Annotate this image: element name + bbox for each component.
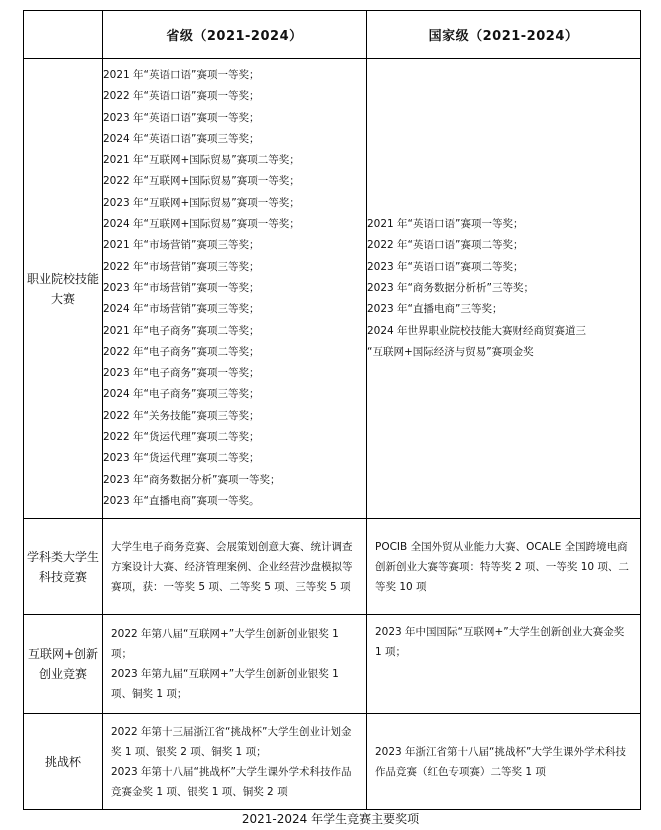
category-label: 互联网+创新创业竞赛 [27, 647, 99, 682]
header-blank [24, 11, 103, 59]
national-cell [367, 519, 641, 615]
category-label: 职业院校技能大赛 [26, 271, 99, 306]
list-item: 2024 年世界职业院校技能大赛财经商贸赛道三 [367, 324, 587, 337]
list-item: 2023 年第十八届“挑战杯”大学生课外学术科技作品竞赛金奖 1 项、银奖 1 项、铜奖 2 项 [111, 765, 352, 798]
list-item: 2023 年“商务数据分析”赛项一等奖； [103, 473, 281, 486]
header-national: 国家级（2021-2024） [367, 11, 641, 59]
list-item: 2024 年“电子商务”赛项三等奖； [103, 388, 260, 401]
category-label: 学科类大学生科技竞赛 [26, 549, 99, 584]
category-cell [24, 615, 103, 714]
category-cell [24, 714, 103, 810]
list-item: 2024 年“英语口语”赛项三等奖； [103, 132, 260, 145]
list-item: 2022 年“英语口语”赛项一等奖； [103, 90, 260, 103]
list-item: 2021 年“互联网+国际贸易”赛项二等奖； [103, 154, 300, 167]
cell-text: 大学生电子商务竞赛、会展策划创意大赛、统计调查方案设计大赛、经济管理案例、企业经营沙盘模拟等赛项，获：一等奖 5 项、二等奖 5 项、三等奖 5 项 [111, 540, 353, 593]
list-item: 2023 年“英语口语”赛项一等奖； [103, 111, 260, 124]
list-item: 2022 年“货运代理”赛项二等奖； [103, 431, 260, 444]
provincial-cell [103, 59, 367, 519]
category-cell [24, 519, 103, 615]
list-item: 2024 年“互联网+国际贸易”赛项一等奖； [103, 218, 300, 231]
awards-table [23, 10, 641, 810]
list-item: 2024 年“市场营销”赛项三等奖； [103, 303, 260, 316]
table-caption: 2021-2024 年学生竞赛主要奖项 [241, 812, 420, 826]
national-cell [367, 714, 641, 810]
provincial-cell [103, 519, 367, 615]
table-row [24, 615, 641, 714]
cell-text: 2023 年中国国际“互联网+”大学生创新创业大赛金奖 1 项； [375, 626, 625, 659]
list-item: “互联网+国际经济与贸易”赛项金奖 [367, 345, 534, 358]
cell-text: POCIB 全国外贸从业能力大赛、OCALE 全国跨境电商创新创业大赛等赛项：特等奖 2 项、一等奖 10 项、二等奖 10 项 [375, 540, 629, 593]
list-item: 2022 年“关务技能”赛项三等奖； [103, 409, 260, 422]
list-item: 2023 年“直播电商”三等奖； [367, 303, 503, 316]
list-item: 2023 年“货运代理”赛项二等奖； [103, 452, 260, 465]
list-item: 2021 年“英语口语”赛项一等奖； [103, 69, 260, 81]
list-item: 2021 年“电子商务”赛项二等奖； [103, 324, 260, 337]
header-provincial: 省级（2021-2024） [103, 11, 367, 59]
table-row [24, 519, 641, 615]
list-item: 2023 年“互联网+国际贸易”赛项一等奖； [103, 196, 300, 209]
list-item: 2021 年“英语口语”赛项一等奖； [367, 218, 524, 231]
cell-text: 2023 年浙江省第十八届“挑战杯”大学生课外学术科技作品竞赛（红色专项赛）二等奖 1 项 [375, 745, 626, 778]
list-item: 2023 年“市场营销”赛项一等奖； [103, 281, 260, 294]
provincial-cell [103, 615, 367, 714]
list-item: 2021 年“市场营销”赛项三等奖； [103, 239, 260, 252]
list-item: 2023 年“商务数据分析析”三等奖； [367, 281, 534, 294]
list-item: 2023 年“电子商务”赛项一等奖； [103, 367, 260, 380]
category-label: 挑战杯 [44, 754, 81, 769]
list-item: 2022 年“市场营销”赛项三等奖； [103, 260, 260, 273]
national-cell [367, 615, 641, 714]
list-item: 2023 年“英语口语”赛项二等奖； [367, 260, 524, 273]
list-item: 2022 年“互联网+国际贸易”赛项一等奖； [103, 175, 300, 188]
list-item: 2022 年第八届“互联网+”大学生创新创业银奖 1 项； [111, 628, 339, 661]
list-item: 2023 年“直播电商”赛项一等奖。 [103, 494, 260, 507]
list-item: 2022 年第十三届浙江省“挑战杯”大学生创业计划金奖 1 项、银奖 2 项、铜奖 1 项； [111, 725, 352, 758]
list-item: 2022 年“电子商务”赛项二等奖； [103, 345, 260, 358]
list-item: 2023 年第九届“互联网+”大学生创新创业银奖 1 项、铜奖 1 项； [111, 668, 339, 701]
provincial-cell [103, 714, 367, 810]
table-header-row [24, 11, 641, 59]
national-cell [367, 59, 641, 519]
table-row [24, 714, 641, 810]
category-cell [24, 59, 103, 519]
list-item: 2022 年“英语口语”赛项二等奖； [367, 239, 524, 252]
table-row [24, 59, 641, 519]
